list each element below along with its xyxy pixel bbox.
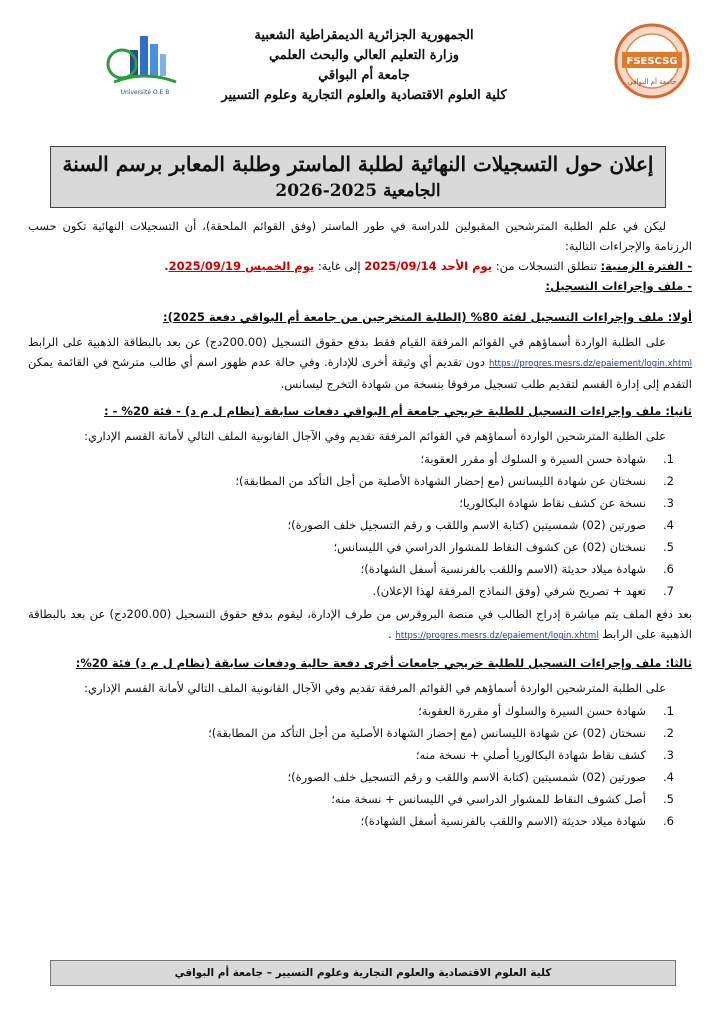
list-item: 4 . صورتين (02) شمسيتين (كتابة الاسم واللقب و رقم التسجيل خلف الصورة)؛	[28, 514, 662, 536]
period-end: يوم الخميس 2025/09/19	[168, 259, 315, 273]
period-middle: إلى غاية:	[314, 259, 365, 273]
section-1-heading: أولا: ملف وإجراءات التسجيل لفئة 80% (الطلبة المتخرجين من جامعة أم البواقي دفعة 2025):	[163, 310, 692, 324]
section-3-heading: ثالثا: ملف وإجراءات التسجيل للطلبة خريجي جامعات أخرى دفعة حالية ودفعات سابقة (نظام ل م د) فئة 20%:	[75, 656, 692, 670]
payment-link-1[interactable]: https://progres.mesrs.dz/epaiement/login.xhtml	[488, 359, 692, 369]
university-logo-caption: Université O E B	[120, 89, 170, 96]
section-1-text-1: على الطلبة الواردة أسماؤهم في القوائم المرفقة القيام فقط بدفع حقوق التسجيل (200.00دج) عن بعد بالبطاقة الذهبية على الرابط	[28, 335, 666, 349]
list-item: 3 . كشف نقاط شهادة البكالوريا أصلي + نسخة منه؛	[28, 744, 662, 766]
list-item: 1 . شهادة حسن السيرة و السلوك أو مقرر العقوبة؛	[28, 448, 662, 470]
logo-caption: جامعة أم البواقي	[627, 78, 677, 86]
announcement-title	[50, 146, 666, 208]
list-item: 6 . شهادة ميلاد حديثة (الاسم واللقب بالفرنسية أسفل الشهادة)؛	[28, 810, 662, 832]
title-line-2: الجامعية 2025-2026	[275, 181, 441, 201]
list-item: 5 . نسختان (02) عن كشوف النقاط للمشوار الدراسي في الليسانس؛	[28, 536, 662, 558]
header-line-4: كلية العلوم الاقتصادية والعلوم التجارية وعلوم التسيير	[221, 88, 507, 103]
list-item: 2 . نسختان (02) عن شهادة الليسانس (مع إحضار الشهادة الأصلية من أجل التأكد من المطابقة)؛	[28, 722, 662, 744]
section-3-intro: على الطلبة المترشحين الواردة أسماؤهم في القوائم المرفقة تقديم وفي الآجال القانونية الملف التالي لأمانة القسم الإداري:	[84, 681, 666, 695]
list-item: 2 . نسختان عن شهادة الليسانس (مع إحضار الشهادة الأصلية من أجل التأكد من المطابقة)؛	[28, 470, 662, 492]
title-line-1: إعلان حول التسجيلات النهائية لطلبة الماستر وطلبة المعابر برسم السنة	[62, 152, 654, 176]
list-item: 4 . صورتين (02) شمسيتين (كتابة الاسم واللقب و رقم التسجيل خلف الصورة)؛	[28, 766, 662, 788]
page-footer: كلية العلوم الاقتصادية والعلوم التجارية وعلوم التسيير – جامعة أم البواقي	[50, 960, 676, 986]
period-start: يوم الأحد 2025/09/14	[364, 259, 493, 273]
university-logo	[100, 30, 190, 98]
section-1-text-2: دون تقديم أي وثيقة أخرى للإدارة. وفي حالة عدم ظهور اسم أي طالب مترشح في القائمة يمكن التقدم إلى إدارة القسم لتقديم طلب تسجيل مرفوقا بنسخة من شهادة التخرج ليسانس.	[28, 355, 692, 391]
section-2-list	[28, 448, 692, 602]
list-item: 1 . شهادة حسن السيرة والسلوك أو مقررة العقوبة؛	[28, 700, 662, 722]
announcement-body	[28, 216, 692, 834]
letterhead-text	[154, 26, 574, 106]
payment-link-2[interactable]: https://progres.mesrs.dz/epaiement/login.xhtml	[395, 631, 599, 641]
section-2-intro: على الطلبة المترشحين الواردة أسماؤهم في القوائم المرفقة تقديم وفي الآجال القانونية الملف التالي لأمانة القسم الإداري:	[84, 429, 666, 443]
header-line-2: وزارة التعليم العالي والبحث العلمي	[268, 48, 460, 63]
logo-acronym: FSESCSG	[626, 56, 678, 67]
period-dot: .	[164, 259, 169, 273]
file-label-text: - ملف وإجراءات التسجيل:	[545, 279, 692, 293]
list-item: 7 . تعهد + تصريح شرفي (وفق النماذج المرفقة لهذا الإعلان).	[28, 580, 662, 602]
section-2-heading: ثانيا: ملف وإجراءات التسجيل للطلبة خريجي جامعة أم البواقي دفعات سابقة (نظام ل م د) - فئة 20% - :	[104, 404, 692, 418]
list-item: 3 . نسخة عن كشف نقاط شهادة البكالوريا؛	[28, 492, 662, 514]
list-item: 6 . شهادة ميلاد حديثة (الاسم واللقب بالفرنسية أسفل الشهادة)؛	[28, 558, 662, 580]
period-label: - الفترة الزمنية:	[600, 259, 692, 273]
header-line-1: الجمهورية الجزائرية الديمقراطية الشعبية	[254, 28, 474, 43]
section-3-list	[28, 700, 692, 832]
faculty-logo	[592, 22, 712, 100]
letterhead	[0, 0, 724, 132]
section-1-paragraph	[28, 332, 692, 394]
period-text: تنطلق التسجلات من:	[492, 259, 601, 273]
header-line-3: جامعة أم البواقي	[318, 68, 410, 83]
section-2-end: .	[388, 627, 392, 641]
period-line	[28, 256, 692, 276]
list-item: 5 . أصل كشوف النقاط للمشوار الدراسي في الليسانس + نسخة منه؛	[28, 788, 662, 810]
section-2-after	[28, 604, 692, 646]
section-2-after-text: بعد دفع الملف يتم مباشرة إدراج الطالب في منصة البروقرس من طرف الإدارة، ليقوم بدفع حقوق التسجيل (200.00دج) عن بعد بالبطاقة الذهبية على الرابط	[28, 607, 692, 641]
file-label	[28, 276, 692, 296]
intro-paragraph: ليكن في علم الطلبة المترشحين المقبولين للدراسة في طور الماستر (وفق القوائم الملحقة)، أن التسجيلات النهائية تكون حسب الرزنامة والإجراءات التالية:	[28, 219, 692, 253]
